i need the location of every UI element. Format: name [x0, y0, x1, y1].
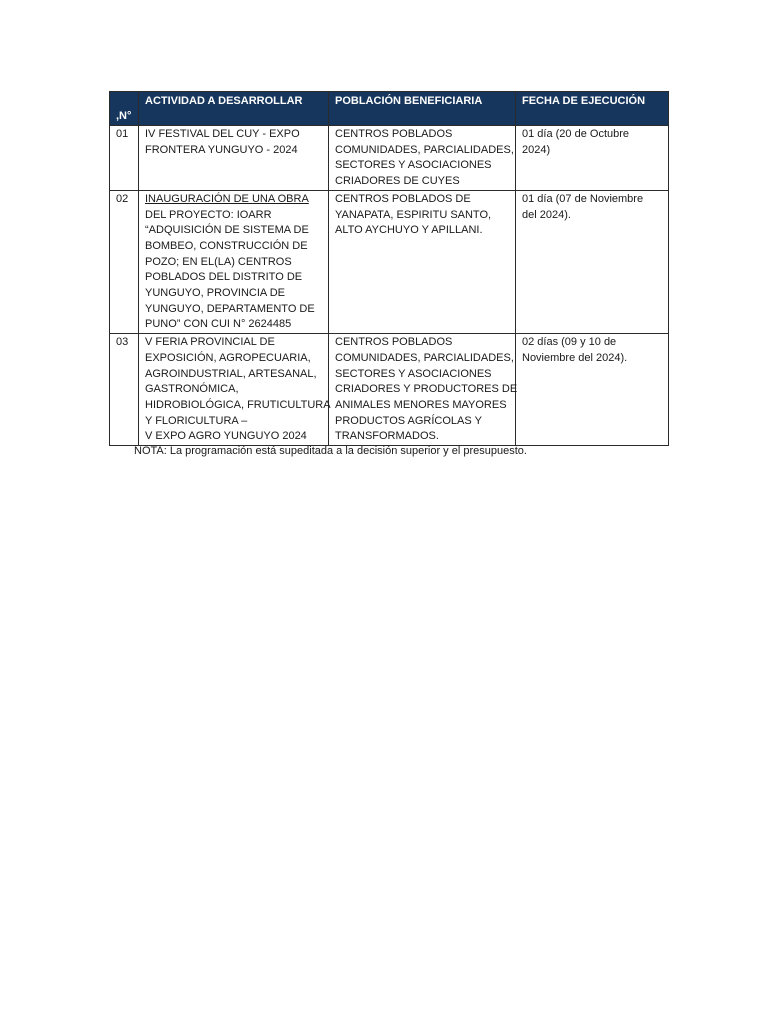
- beneficiaries-line: COMUNIDADES, PARCIALIDADES,: [335, 351, 514, 364]
- activity-line: YUNGUYO, DEPARTAMENTO DE: [145, 302, 315, 315]
- beneficiaries-line: TRANSFORMADOS.: [335, 430, 439, 443]
- activity-line: FRONTERA YUNGUYO - 2024: [145, 143, 298, 156]
- activity-line: DEL PROYECTO: IOARR: [145, 208, 272, 221]
- beneficiaries-line: YANAPATA, ESPIRITU SANTO,: [335, 208, 492, 221]
- activity-line: POZO; EN EL(LA) CENTROS: [145, 255, 292, 268]
- activity-line: V EXPO AGRO YUNGUYO 2024: [145, 430, 307, 443]
- activities-table: [109, 91, 669, 446]
- row-date: [516, 190, 669, 333]
- row-date: [516, 334, 669, 446]
- header-date: FECHA DE EJECUCIÓN: [516, 92, 669, 126]
- row-date: [516, 126, 669, 191]
- beneficiaries-line: PRODUCTOS AGRÍCOLAS Y: [335, 414, 482, 427]
- activity-title: INAUGURACIÓN DE UNA OBRA: [145, 192, 309, 205]
- beneficiaries-line: ANIMALES MENORES MAYORES: [335, 398, 507, 411]
- row-beneficiaries: [329, 126, 516, 191]
- activity-line: POBLADOS DEL DISTRITO DE: [145, 271, 303, 284]
- date-line: Noviembre del 2024).: [522, 351, 628, 364]
- footnote: NOTA: La programación está supeditada a la decisión superior y el presupuesto.: [134, 445, 527, 457]
- table-row: [110, 334, 669, 446]
- table-header-row: [110, 92, 669, 126]
- beneficiaries-line: SECTORES Y ASOCIACIONES: [335, 159, 492, 172]
- beneficiaries-line: CENTROS POBLADOS: [335, 128, 453, 140]
- row-number: 01: [110, 126, 139, 191]
- activity-line: BOMBEO, CONSTRUCCIÓN DE: [145, 239, 308, 252]
- row-beneficiaries: [329, 190, 516, 333]
- beneficiaries-line: COMUNIDADES, PARCIALIDADES,: [335, 143, 514, 156]
- activity-line: HIDROBIOLÓGICA, FRUTICULTURA: [145, 398, 331, 411]
- header-number: ,N°: [110, 92, 139, 126]
- activity-line: IV FESTIVAL DEL CUY - EXPO: [145, 128, 300, 140]
- activity-line: Y FLORICULTURA –: [145, 414, 248, 427]
- date-line: 01 día (20 de Octubre: [522, 128, 630, 140]
- beneficiaries-line: SECTORES Y ASOCIACIONES: [335, 367, 492, 380]
- activity-line: “ADQUISICIÓN DE SISTEMA DE: [145, 224, 309, 237]
- beneficiaries-line: ALTO AYCHUYO Y APILLANI.: [335, 224, 483, 237]
- activity-line: V FERIA PROVINCIAL DE: [145, 336, 275, 349]
- activity-line: EXPOSICIÓN, AGROPECUARIA,: [145, 351, 311, 364]
- date-line: del 2024).: [522, 208, 571, 221]
- header-activity: ACTIVIDAD A DESARROLLAR: [139, 92, 329, 126]
- row-activity: [139, 190, 329, 333]
- beneficiaries-line: CRIADORES DE CUYES: [335, 175, 460, 188]
- table-row: [110, 190, 669, 333]
- date-line: 2024): [522, 143, 551, 156]
- beneficiaries-line: CENTROS POBLADOS: [335, 336, 453, 349]
- header-beneficiaries: POBLACIÓN BENEFICIARIA: [329, 92, 516, 126]
- row-beneficiaries: [329, 334, 516, 446]
- beneficiaries-line: CENTROS POBLADOS DE: [335, 192, 471, 205]
- activity-line: YUNGUYO, PROVINCIA DE: [145, 287, 285, 300]
- row-number: 03: [110, 334, 139, 446]
- row-activity: [139, 334, 329, 446]
- activity-line: AGROINDUSTRIAL, ARTESANAL,: [145, 367, 317, 380]
- beneficiaries-line: CRIADORES Y PRODUCTORES DE: [335, 383, 518, 396]
- activity-line: PUNO” CON CUI N° 2624485: [145, 318, 292, 331]
- row-activity: [139, 126, 329, 191]
- table-row: [110, 126, 669, 191]
- row-number: 02: [110, 190, 139, 333]
- activity-line: GASTRONÓMICA,: [145, 383, 239, 396]
- date-line: 01 día (07 de Noviembre: [522, 192, 644, 205]
- date-line: 02 días (09 y 10 de: [522, 336, 617, 349]
